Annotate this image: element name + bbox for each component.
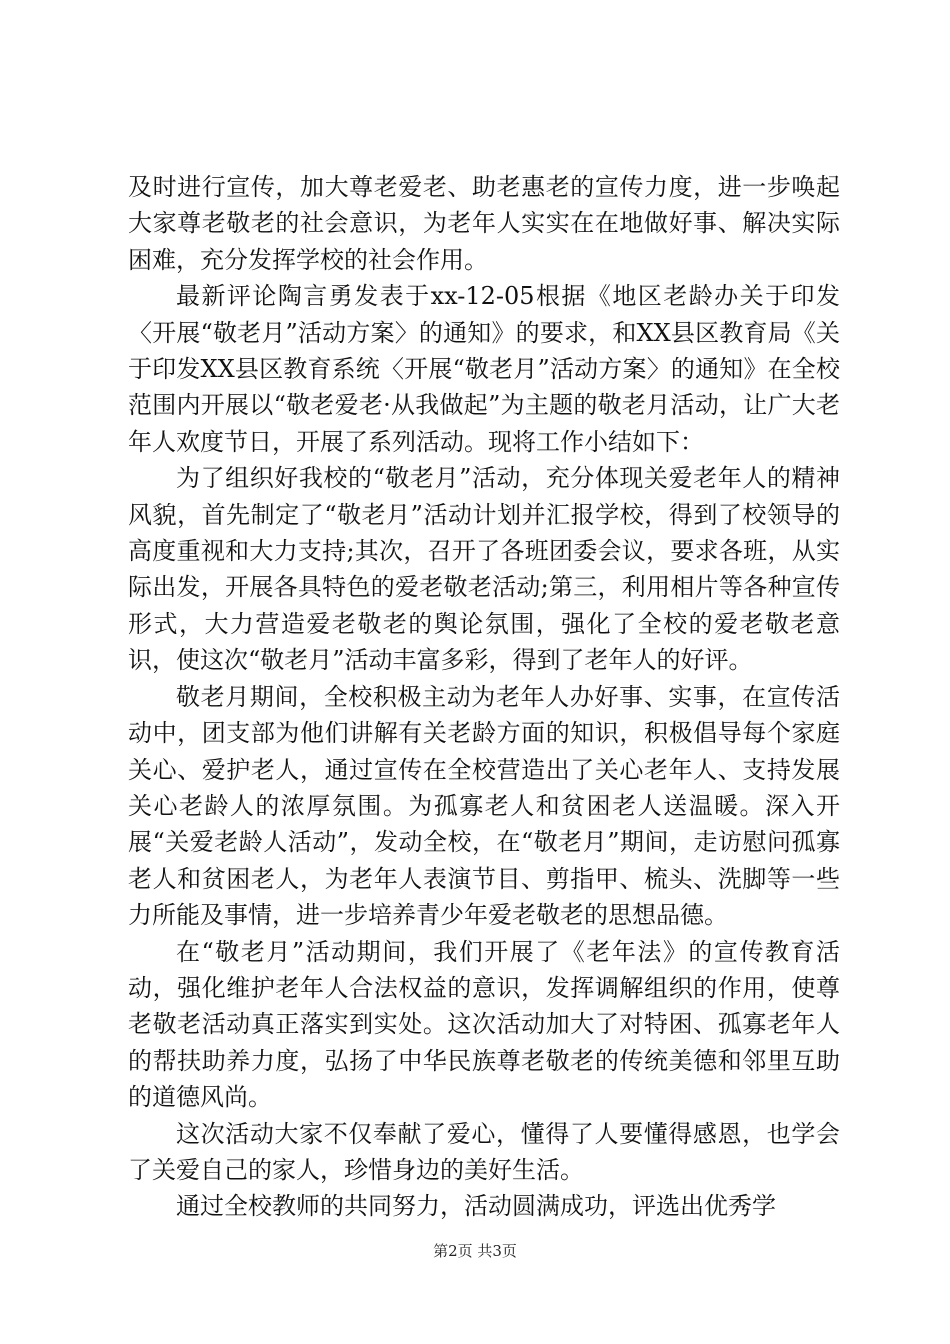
paragraph-law-education: 在“敬老月”活动期间，我们开展了《老年法》的宣传教育活动，强化维护老年人合法权益的意识，发挥调解组织的作用，使尊老敬老活动真正落实到实处。这次活动加大了对特困、孤寡老年人的帮扶助养力度，弘扬了中华民族尊老敬老的传统美德和邻里互助的道德风尚。 xyxy=(128,937,840,1112)
page-number-footer: 第2页 共3页 xyxy=(433,1242,517,1260)
paragraph-activities: 敬老月期间，全校积极主动为老年人办好事、实事，在宣传活动中，团支部为他们讲解有关老龄方面的知识，积极倡导每个家庭关心、爱护老人，通过宣传在全校营造出了关心老年人、支持发展关心老龄人的浓厚氛围。为孤寡老人和贫困老人送温暖。深入开展“关爱老龄人活动”，发动全校，在“敬老月”期间，走访慰问孤寡老人和贫困老人，为老年人表演节目、剪指甲、梳头、洗脚等一些力所能及事情，进一步培养青少年爱老敬老的思想品德。 xyxy=(128,682,840,930)
paragraph-intro: 最新评论陶言勇发表于xx-12-05根据《地区老龄办关于印发〈开展“敬老月”活动方案〉的通知》的要求，和XX县区教育局《关于印发XX县区教育系统〈开展“敬老月”活动方案〉的通知》在全校范围内开展以“敬老爱老·从我做起”为主题的敬老月活动，让广大老年人欢度节日，开展了系列活动。现将工作小结如下： xyxy=(128,282,840,456)
paragraph-organization: 为了组织好我校的“敬老月”活动，充分体现关爱老年人的精神风貌，首先制定了“敬老月”活动计划并汇报学校，得到了校领导的高度重视和大力支持;其次，召开了各班团委会议，要求各班，从实际出发，开展各具特色的爱老敬老活动;第三，利用相片等各种宣传形式，大力营造爱老敬老的舆论氛围，强化了全校的爱老敬老意识，使这次“敬老月”活动丰富多彩，得到了老年人的好评。 xyxy=(128,464,840,675)
paragraph-reflection: 这次活动大家不仅奉献了爱心，懂得了人要懂得感恩，也学会了关爱自己的家人，珍惜身边的美好生活。 xyxy=(128,1119,840,1184)
document-body xyxy=(128,169,840,1225)
paragraph-continuation: 及时进行宣传，加大尊老爱老、助老惠老的宣传力度，进一步唤起大家尊老敬老的社会意识，为老年人实实在在地做好事、解决实际困难，充分发挥学校的社会作用。 xyxy=(128,173,840,274)
paragraph-conclusion: 通过全校教师的共同努力，活动圆满成功，评选出优秀学 xyxy=(176,1192,776,1221)
